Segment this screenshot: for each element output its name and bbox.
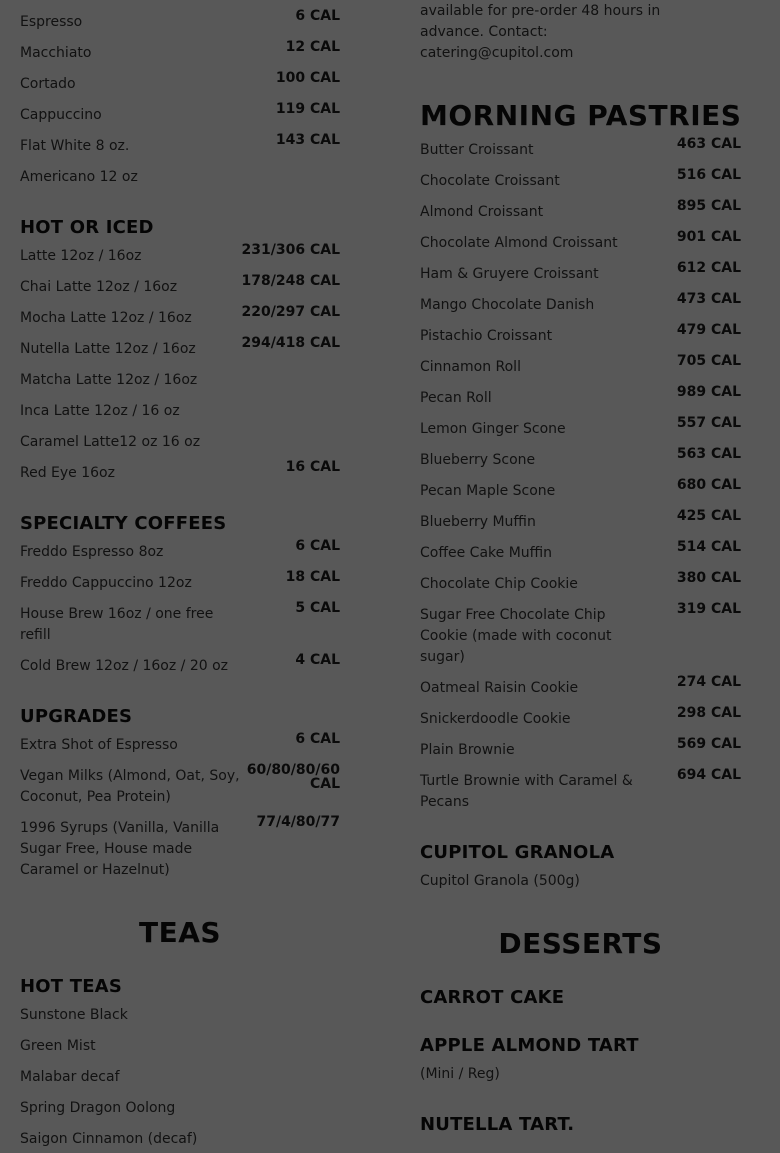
item-calories: 680 CAL [676, 477, 741, 493]
item-calories: 557 CAL [676, 415, 741, 431]
item-name: Espresso [20, 14, 83, 30]
item-name: Latte 12oz / 16oz [20, 248, 142, 264]
item-calories: 143 CAL [275, 132, 340, 148]
item-name: Pecan Roll [420, 390, 492, 406]
cut-off-top-line [20, 0, 340, 6]
section-heading-cupitol-granola: CUPITOL GRANOLA [420, 842, 615, 863]
item-name: Caramel Latte12 oz 16 oz [20, 434, 201, 450]
item-name: Nutella Latte 12oz / 16oz [20, 341, 196, 357]
item-calories: 6 CAL [295, 8, 340, 24]
item-name: Extra Shot of Espresso [20, 737, 178, 753]
item-name: Ham & Gruyere Croissant [420, 266, 599, 282]
section-title-teas: TEAS [138, 916, 222, 949]
item-calories: 6 CAL [295, 538, 340, 554]
item-calories: 895 CAL [676, 198, 741, 214]
item-name: Lemon Ginger Scone [420, 421, 566, 437]
item-calories: 425 CAL [676, 508, 741, 524]
item-name: Blueberry Scone [420, 452, 536, 468]
item-calories: 77/4/80/77 [256, 814, 340, 830]
item-calories: 563 CAL [676, 446, 741, 462]
item-name: Cold Brew 12oz / 16oz / 20 oz [20, 658, 229, 674]
item-name: Malabar decaf [20, 1069, 120, 1085]
section-heading-hot-teas: HOT TEAS [20, 976, 122, 997]
item-name: Inca Latte 12oz / 16 oz [20, 403, 180, 419]
item-calories: 380 CAL [676, 570, 741, 586]
item-name: Cinnamon Roll [420, 359, 521, 375]
item-calories: 514 CAL [676, 539, 741, 555]
item-name: Saigon Cinnamon (decaf) [20, 1131, 198, 1147]
item-name: Snickerdoodle Cookie [420, 711, 571, 727]
item-name: Pistachio Croissant [420, 328, 553, 344]
item-calories: 705 CAL [676, 353, 741, 369]
section-heading-upgrades: UPGRADES [20, 706, 133, 727]
item-calories: 119 CAL [275, 101, 340, 117]
item-name: Chocolate Chip Cookie [420, 576, 578, 592]
item-name: Almond Croissant [420, 204, 544, 220]
item-name: Cappuccino [20, 107, 102, 123]
item-calories: 516 CAL [676, 167, 741, 183]
section-heading-specialty-coffees: SPECIALTY COFFEES [20, 513, 227, 534]
item-calories: 319 CAL [676, 601, 741, 617]
dessert-heading-carrot-cake: CARROT CAKE [420, 987, 565, 1008]
section-title-desserts: DESSERTS [498, 927, 663, 960]
section-title-morning-pastries: MORNING PASTRIES [420, 99, 742, 132]
item-calories: 989 CAL [676, 384, 741, 400]
item-calories: 479 CAL [676, 322, 741, 338]
item-name: House Brew 16oz / one free refill [20, 606, 214, 643]
item-calories: 473 CAL [676, 291, 741, 307]
item-calories: 4 CAL [295, 652, 340, 668]
item-calories: 298 CAL [676, 705, 741, 721]
item-name: (Mini / Reg) [420, 1066, 500, 1082]
item-calories: 60/80/80/60 CAL [246, 762, 340, 792]
item-name: Coffee Cake Muffin [420, 545, 553, 561]
item-calories: 5 CAL [295, 600, 340, 616]
item-name: Macchiato [20, 45, 92, 61]
item-name: 1996 Syrups (Vanilla, Vanilla Sugar Free, House made Caramel or Hazelnut) [20, 820, 220, 878]
item-name: Blueberry Muffin [420, 514, 536, 530]
item-calories: 569 CAL [676, 736, 741, 752]
item-name: Chai Latte 12oz / 16oz [20, 279, 178, 295]
item-calories: 178/248 CAL [241, 273, 340, 289]
item-name: Cortado [20, 76, 76, 92]
item-name: Plain Brownie [420, 742, 515, 758]
item-name: Oatmeal Raisin Cookie [420, 680, 579, 696]
item-calories: 18 CAL [285, 569, 340, 585]
item-calories: 12 CAL [285, 39, 340, 55]
item-name: Pecan Maple Scone [420, 483, 556, 499]
item-name: Green Mist [20, 1038, 96, 1054]
item-calories: 6 CAL [295, 731, 340, 747]
item-calories: 901 CAL [676, 229, 741, 245]
item-calories: 100 CAL [275, 70, 340, 86]
dessert-heading-apple-almond-tart: APPLE ALMOND TART [420, 1035, 639, 1056]
item-name: Flat White 8 oz. [20, 138, 130, 154]
item-name: Sunstone Black [20, 1007, 128, 1023]
item-name: Sugar Free Chocolate Chip Cookie (made with coconut sugar) [420, 607, 612, 665]
dessert-heading-nutella-tart: NUTELLA TART. [420, 1114, 575, 1135]
item-name: Spring Dragon Oolong [20, 1100, 176, 1116]
item-name: Americano 12 oz [20, 169, 138, 185]
item-name: Cupitol Granola (500g) [420, 873, 580, 889]
item-calories: 231/306 CAL [241, 242, 340, 258]
item-name: Turtle Brownie with Caramel & Pecans [420, 773, 633, 810]
item-calories: 612 CAL [676, 260, 741, 276]
item-calories: 274 CAL [676, 674, 741, 690]
item-name: Chocolate Croissant [420, 173, 560, 189]
item-name: Freddo Cappuccino 12oz [20, 575, 192, 591]
section-heading-hot-or-iced: HOT OR ICED [20, 217, 154, 238]
item-calories: 694 CAL [676, 767, 741, 783]
item-name: Butter Croissant [420, 142, 534, 158]
catering-note: available for pre-order 48 hours in advance. Contact: catering@cupitol.com [420, 3, 661, 61]
item-calories: 463 CAL [676, 136, 741, 152]
item-name: Chocolate Almond Croissant [420, 235, 618, 251]
item-calories: 220/297 CAL [241, 304, 340, 320]
item-name: Mango Chocolate Danish [420, 297, 595, 313]
item-name: Mocha Latte 12oz / 16oz [20, 310, 192, 326]
item-calories: 294/418 CAL [241, 335, 340, 351]
item-calories: 16 CAL [285, 459, 340, 475]
item-name: Red Eye 16oz [20, 465, 115, 481]
catering-note-clip [420, 0, 740, 64]
item-name: Vegan Milks (Almond, Oat, Soy, Coconut, Pea Protein) [20, 768, 240, 805]
item-name: Freddo Espresso 8oz [20, 544, 164, 560]
item-name: Matcha Latte 12oz / 16oz [20, 372, 198, 388]
